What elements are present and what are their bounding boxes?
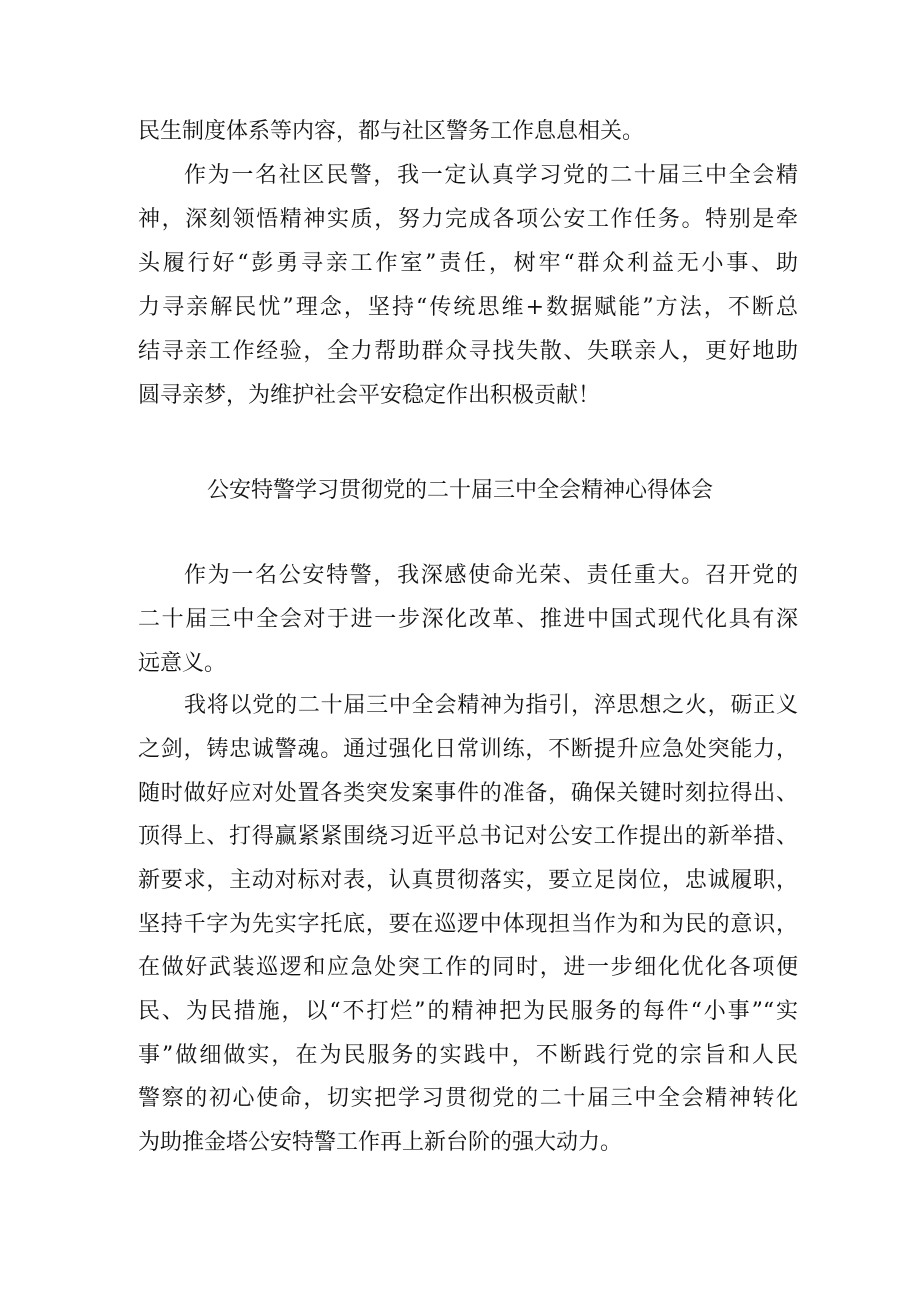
paragraph-line: 新要求，主动对标对表，认真贯彻落实，要立足岗位，忠诚履职， xyxy=(138,868,798,893)
paragraph-line: 结寻亲工作经验，全力帮助群众寻找失散、失联亲人，更好地助 xyxy=(138,339,798,364)
paragraph-line: 之剑，铸忠诚警魂。通过强化日常训练，不断提升应急处突能力， xyxy=(138,737,798,762)
paragraph-line: 警察的初心使命，切实把学习贯彻党的二十届三中全会精神转化 xyxy=(138,1086,798,1111)
paragraph-line: 作为一名社区民警，我一定认真学习党的二十届三中全会精 xyxy=(184,163,798,188)
paragraph-line: 我将以党的二十届三中全会精神为指引，淬思想之火，砺正义 xyxy=(184,693,798,718)
paragraph-line: 在做好武装巡逻和应急处突工作的同时，进一步细化优化各项便 xyxy=(138,955,798,980)
paragraph-line: 民、为民措施，以“不打烂”的精神把为民服务的每件“小事”“实 xyxy=(138,999,798,1024)
paragraph-line: 远意义。 xyxy=(138,651,227,676)
paragraph-line: 民生制度体系等内容，都与社区警务工作息息相关。 xyxy=(138,119,645,144)
paragraph-line: 圆寻亲梦，为维护社会平安稳定作出积极贡献！ xyxy=(138,383,601,408)
paragraph-line: 顶得上、打得赢紧紧围绕习近平总书记对公安工作提出的新举措、 xyxy=(138,824,798,849)
paragraph-line: 随时做好应对处置各类突发案事件的准备，确保关键时刻拉得出、 xyxy=(138,781,798,806)
paragraph-line: 二十届三中全会对于进一步深化改革、推进中国式现代化具有深 xyxy=(138,607,798,632)
paragraph-line: 神，深刻领悟精神实质，努力完成各项公安工作任务。特别是牵 xyxy=(138,207,798,232)
paragraph-line: 头履行好“彭勇寻亲工作室”责任，树牢“群众利益无小事、助 xyxy=(138,251,798,276)
paragraph-line: 坚持千字为先实字托底，要在巡逻中体现担当作为和为民的意识， xyxy=(138,912,798,937)
paragraph-line: 作为一名公安特警，我深感使命光荣、责任重大。召开党的 xyxy=(184,563,798,588)
section-heading: 公安特警学习贯彻党的二十届三中全会精神心得体会 xyxy=(206,478,713,503)
paragraph-line: 事”做细做实，在为民服务的实践中，不断践行党的宗旨和人民 xyxy=(138,1043,798,1068)
paragraph-line: 为助推金塔公安特警工作再上新台阶的强大动力。 xyxy=(138,1130,623,1155)
paragraph-line: 力寻亲解民忧”理念，坚持“传统思维+数据赋能”方法，不断总 xyxy=(138,295,798,320)
